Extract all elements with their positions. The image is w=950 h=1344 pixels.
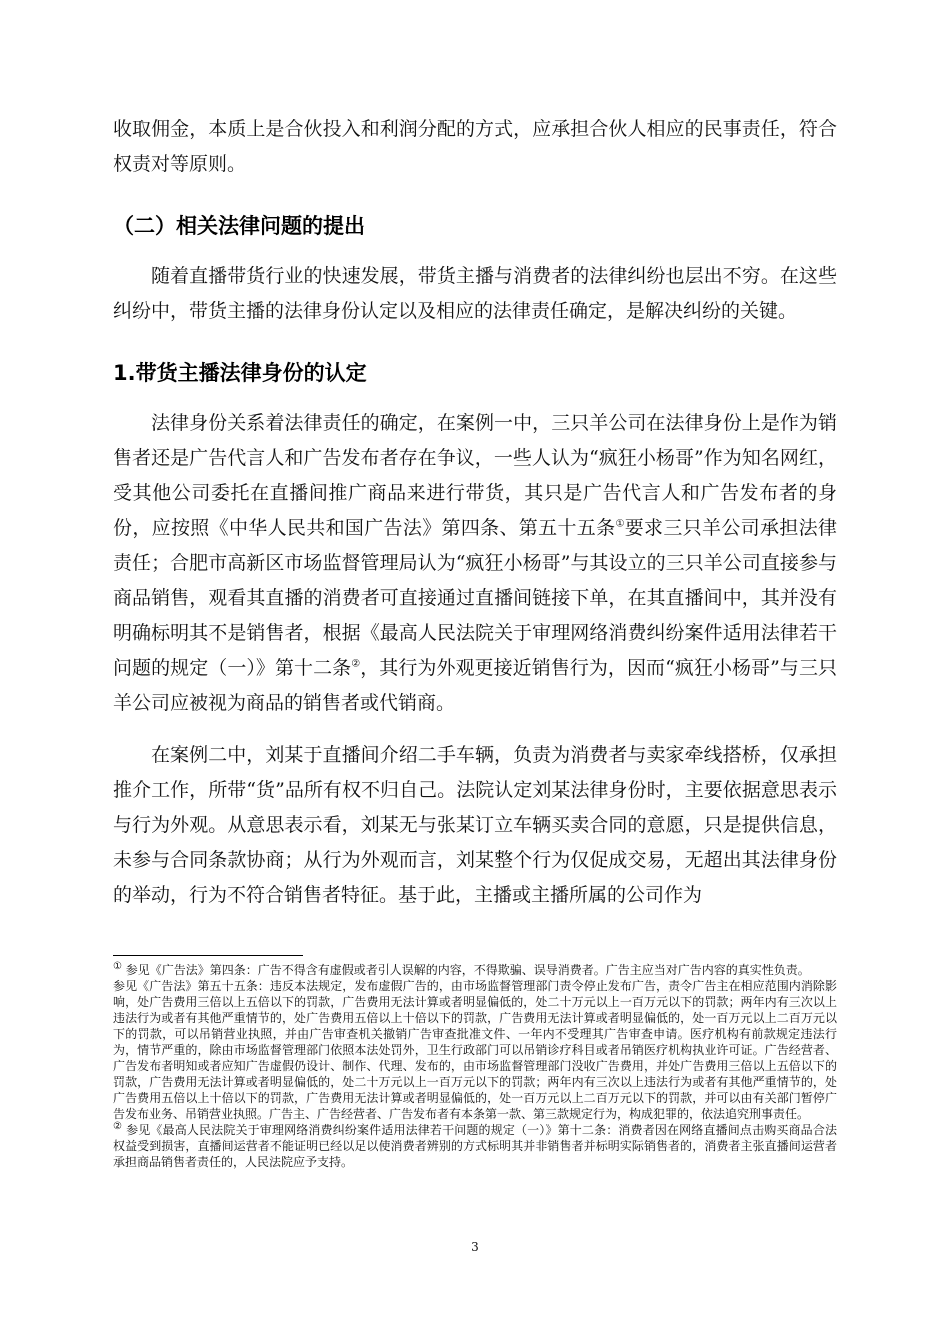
footnote-separator xyxy=(113,955,303,956)
footnote-2-text: 参见《最高人民法院关于审理网络消费纠纷案件适用法律若干问题的规定（一）》第十二条：消费者因在网络直播间点击购买商品合法权益受到损害，直播间运营者不能证明已经以足以使消费者辨别的方式标明其并非销售者并标明实际销售者的，消费者主张直播间运营者承担商品销售者责任的，人民法院应予支持。 xyxy=(113,1123,837,1169)
paragraph-intro: 收取佣金，本质上是合伙投入和利润分配的方式，应承担合伙人相应的民事责任，符合权责对等原则。 xyxy=(113,118,837,175)
paragraph-identity xyxy=(113,406,837,721)
paragraph-identity-part2: 要求三只羊公司承担法律责任；合肥市高新区市场监督管理局认为“疯狂小杨哥”与其设立的三只羊公司直接参与商品销售，观看其直播的消费者可直接通过直播间链接下单，在其直播间中，其并没有明确标明其不是销售者，根据《最高人民法院关于审理网络消费纠纷案件适用法律若干问题的规定（一）》第十二条 xyxy=(113,517,837,679)
footnote-2-mark: ② xyxy=(113,1121,123,1132)
paragraph-identity-part3: ，其行为外观更接近销售行为，因而“疯狂小杨哥”与三只羊公司应被视为商品的销售者或代销商。 xyxy=(113,657,837,714)
footnote-ref-2[interactable]: ② xyxy=(351,658,361,670)
footnote-1-mark: ① xyxy=(113,961,122,972)
subheading: 1.带货主播法律身份的认定 xyxy=(113,361,367,385)
paragraph-identity-part1: 法律身份关系着法律责任的确定，在案例一中，三只羊公司在法律身份上是作为销售者还是广告代言人和广告发布者存在争议，一些人认为“疯狂小杨哥”作为知名网红，受其他公司委托在直播间推广商品来进行带货，其只是广告代言人和广告发布者的身份，应按照《中华人民共和国广告法》第四条、第五十五条 xyxy=(113,412,837,539)
footnote-1-text: 参见《广告法》第四条：广告不得含有虚假或者引人误解的内容，不得欺骗、误导消费者。广告主应当对广告内容的真实性负责。 xyxy=(121,963,810,977)
page-number: 3 xyxy=(471,1240,479,1254)
footnote-ref-1[interactable]: ① xyxy=(615,518,625,530)
paragraph-section: 随着直播带货行业的快速发展，带货主播与消费者的法律纠纷也层出不穷。在这些纠纷中，带货主播的法律身份认定以及相应的法律责任确定，是解决纠纷的关键。 xyxy=(113,265,837,322)
footnotes xyxy=(113,962,837,1170)
footnote-1-continued: 参见《广告法》第五十五条：违反本法规定，发布虚假广告的，由市场监督管理部门责令停止发布广告，责令广告主在相应范围内消除影响，处广告费用三倍以上五倍以下的罚款，广告费用无法计算或者明显偏低的，处二十万元以上一百万元以下的罚款；两年内有三次以上违法行为或者有其他严重情节的，处广告费用五倍以上十倍以下的罚款，广告费用无法计算或者明显偏低的，处一百万元以上二百万元以下的罚款，可以吊销营业执照，并由广告审查机关撤销广告审查批准文件、一年内不受理其广告审查申请。医疗机构有前款规定违法行为，情节严重的，除由市场监督管理部门依照本法处罚外，卫生行政部门可以吊销诊疗科目或者吊销医疗机构执业许可证。广告经营者、广告发布者明知或者应知广告虚假仍设计、制作、代理、发布的，由市场监督管理部门没收广告费用，并处广告费用三倍以上五倍以下的罚款，广告费用无法计算或者明显偏低的，处二十万元以上一百万元以下的罚款；两年内有三次以上违法行为或者有其他严重情节的，处广告费用五倍以上十倍以下的罚款，广告费用无法计算或者明显偏低的，处一百万元以上二百万元以下的罚款，并可以由有关部门暂停广告发布业务、吊销营业执照。广告主、广告经营者、广告发布者有本条第一款、第三款规定行为，构成犯罪的，依法追究刑事责任。 xyxy=(113,979,837,1121)
section-heading: （二）相关法律问题的提出 xyxy=(113,214,365,238)
paragraph-case2: 在案例二中，刘某于直播间介绍二手车辆，负责为消费者与卖家牵线搭桥，仅承担推介工作，所带“货”品所有权不归自己。法院认定刘某法律身份时，主要依据意思表示与行为外观。从意思表示看，刘某无与张某订立车辆买卖合同的意愿，只是提供信息，未参与合同条款协商；从行为外观而言，刘某整个行为仅促成交易，无超出其法律身份的举动，行为不符合销售者特征。基于此，主播或主播所属的公司作为 xyxy=(113,744,837,906)
footnote-2 xyxy=(113,1122,837,1170)
footnote-1 xyxy=(113,962,837,978)
